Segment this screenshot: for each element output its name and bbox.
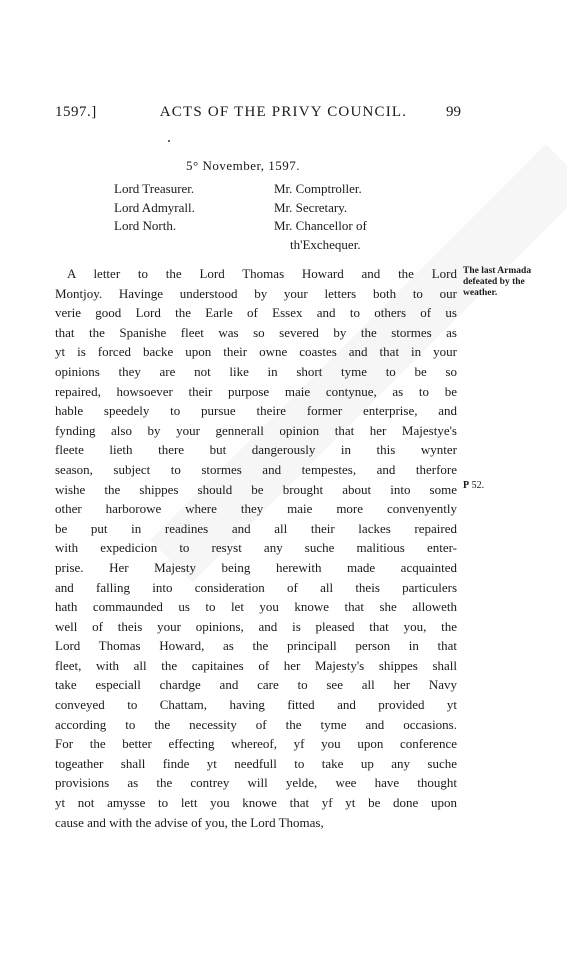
body-line: that the Spanishe fleet was so severed by the stormes as [55, 324, 457, 340]
body-line: prise. Her Majesty being herewith made acquainted [55, 559, 457, 575]
page-reference-label: P [463, 480, 470, 491]
body-line: wishe the shippes should be brought about into some [55, 481, 457, 497]
body-line: Montjoy. Havinge understood by your letters both to our [55, 285, 457, 301]
body-line: fleete lieth there but dangerously in this wynter [55, 442, 457, 458]
body-line: fleet, with all the capitaines of her Majesty's shippes shall [55, 657, 457, 673]
attendee: Lord Admyrall. [114, 199, 195, 215]
page-number: 99 [446, 104, 461, 120]
body-line: be put in readines and all their lackes repaired [55, 520, 457, 536]
body-line: fynding also by your gennerall opinion that her Majestye's [55, 422, 457, 438]
body-line: with expedicion to resyst any suche malitious enter- [55, 540, 457, 556]
body-line: hath commaunded us to let you knowe that she alloweth [55, 599, 457, 615]
running-header [0, 104, 567, 124]
attendee: Lord Treasurer. [114, 181, 195, 196]
body-line: For the better effecting whereof, yf you upon conference [55, 736, 457, 752]
attendee-continuation: th'Exchequer. [290, 236, 361, 252]
body-line: yt not amysse to lett you knowe that yf yt be done upon [55, 795, 457, 811]
body-line: provisions as the contrey will yelde, wee have thought [55, 775, 457, 791]
attendee: Lord North. [114, 218, 177, 233]
body-line: well of theis your opinions, and is pleased that you, the [55, 618, 457, 634]
body-line: cause and with the advise of you, the Lord Thomas, [55, 814, 324, 830]
body-line: togeather shall finde yt needfull to take up any suche [55, 755, 457, 771]
body-line: repaired, howsoever their purpose maie contynue, as to be [55, 383, 457, 399]
page-reference [463, 480, 484, 491]
header-title: ACTS OF THE PRIVY COUNCIL. [159, 104, 408, 120]
body-line: Lord Thomas Howard, as the principall person in that [55, 638, 457, 654]
attendees-right-column [274, 180, 367, 254]
body-line: take especiall chardge and care to see all her Navy [55, 677, 457, 693]
margin-note: The last Armada defeated by the weather. [463, 266, 532, 298]
body-line: and falling into consideration of all theis particulers [55, 579, 457, 595]
body-line: yt is forced backe upon their owne coastes and that in your [55, 344, 457, 360]
body-line: opinions they are not like in short tyme to be so [55, 363, 457, 379]
attendee: Mr. Secretary. [274, 199, 348, 215]
attendees-left-column [114, 180, 195, 236]
header-year: 1597.] [55, 104, 97, 120]
attendee-list [114, 180, 414, 260]
body-line: verie good Lord the Earle of Essex and to others of us [55, 305, 457, 321]
body-line: other harborowe where they maie more convenyently [55, 501, 457, 517]
body-line: conveyed to Chattam, having fitted and provided yt [55, 697, 457, 713]
print-speck [168, 140, 170, 142]
body-line: A letter to the Lord Thomas Howard and the Lord [67, 266, 457, 281]
attendee: Mr. Comptroller. [274, 181, 362, 196]
body-line: hable speedely to pursue theire former enterprise, and [55, 403, 457, 419]
letter-body [55, 264, 457, 832]
body-line: according to the necessity of the tyme and occasions. [55, 716, 457, 732]
meeting-date: 5° November, 1597. [186, 158, 301, 173]
page-reference-number: 52. [471, 480, 485, 491]
body-line: season, subject to stormes and tempestes, and therfore [55, 461, 457, 477]
attendee: Mr. Chancellor of [274, 218, 367, 233]
